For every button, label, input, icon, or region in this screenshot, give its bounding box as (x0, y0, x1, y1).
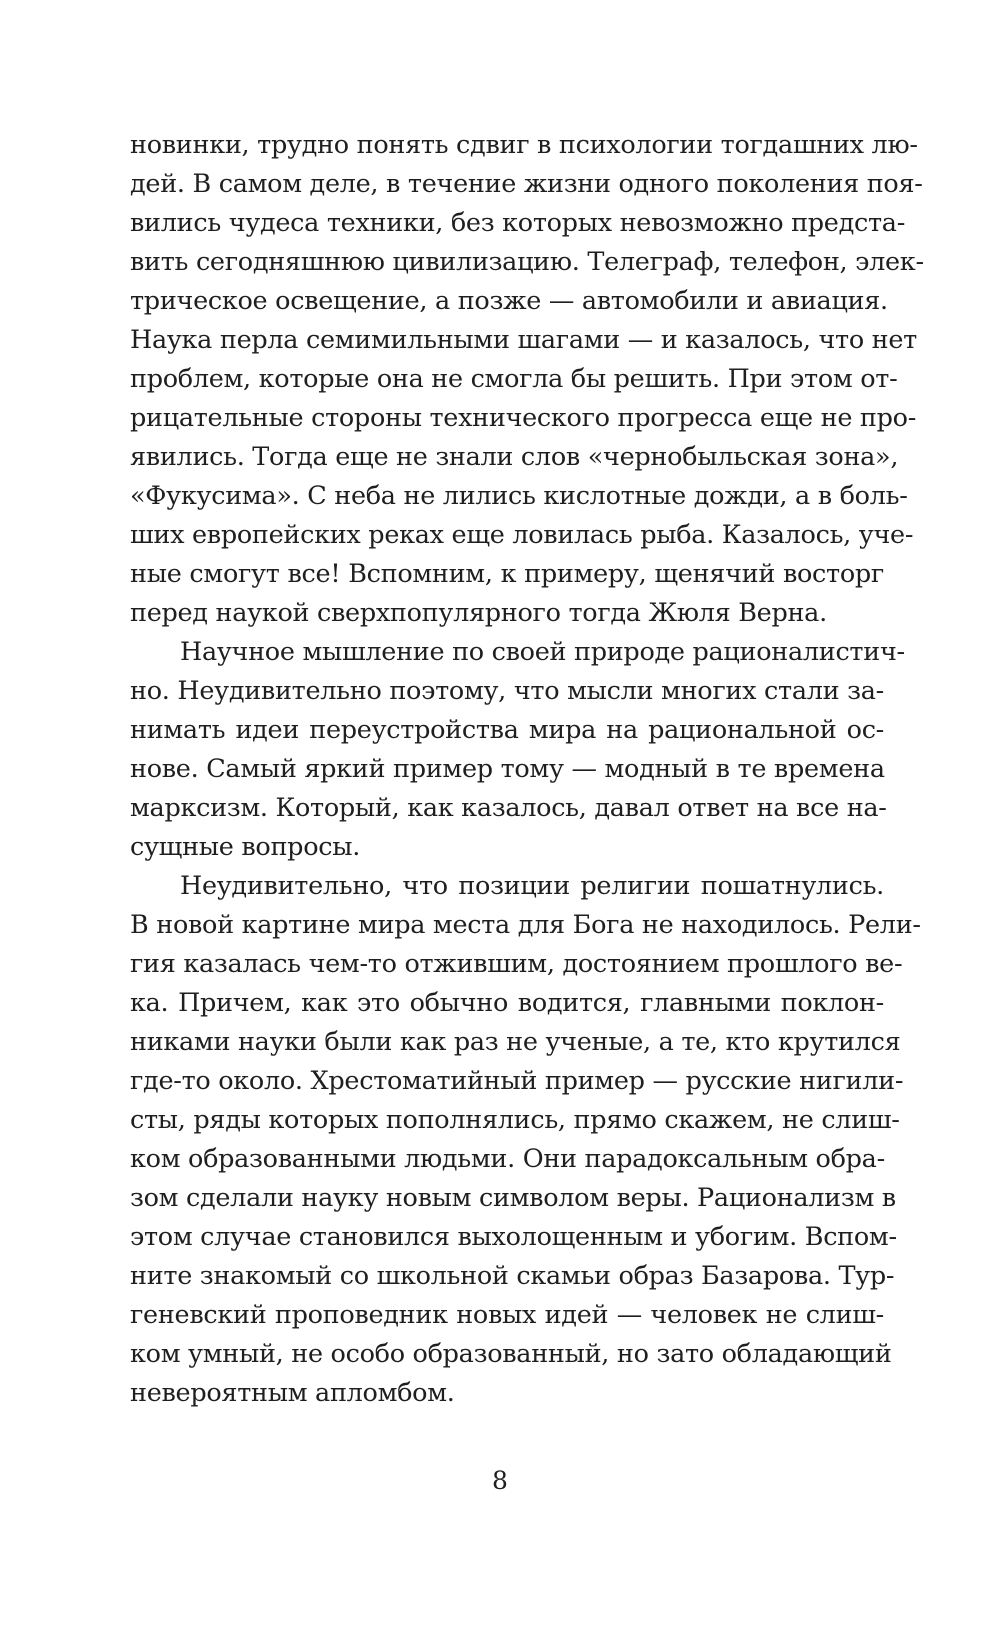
text-line: трическое освещение, а позже — автомобили и авиация. (130, 286, 888, 316)
text-line: ка. Причем, как это обычно водится, главными поклон- (130, 988, 884, 1018)
text-line: Наука перла семимильными шагами — и казалось, что нет (130, 325, 917, 355)
text-line: но. Неудивительно поэтому, что мысли многих стали за- (130, 676, 884, 706)
text-line: этом случае становился выхолощенным и убогим. Вспом- (130, 1222, 897, 1252)
page-body (130, 126, 924, 1413)
paragraph (130, 126, 924, 633)
text-line: Неудивительно, что позиции религии пошатнулись. (180, 871, 884, 901)
text-line: вить сегодняшнюю цивилизацию. Телеграф, телефон, элек- (130, 247, 924, 277)
text-line: гия казалась чем-то отжившим, достоянием прошлого ве- (130, 949, 903, 979)
text-line: невероятным апломбом. (130, 1378, 455, 1408)
text-line: нове. Самый яркий пример тому — модный в те времена (130, 754, 885, 784)
text-line: новинки, трудно понять сдвиг в психологии тогдашних лю- (130, 130, 918, 160)
text-line: Научное мышление по своей природе рационалистич- (180, 637, 905, 667)
text-line: ком образованными людьми. Они парадоксальным обра- (130, 1144, 885, 1174)
text-line: рицательные стороны технического прогресса еще не про- (130, 403, 917, 433)
text-line: где-то около. Хрестоматийный пример — русские нигили- (130, 1066, 904, 1096)
text-line: проблем, которые она не смогла бы решить. При этом от- (130, 364, 898, 394)
text-line: ные смогут все! Вспомним, к примеру, щенячий восторг (130, 559, 884, 589)
text-line: никами науки были как раз не ученые, а те, кто крутился (130, 1027, 901, 1057)
paragraph (130, 867, 921, 1413)
text-line: ком умный, не особо образованный, но зато обладающий (130, 1339, 892, 1369)
text-line: дей. В самом деле, в течение жизни одного поколения поя- (130, 169, 923, 199)
text-line: перед наукой сверхпопулярного тогда Жюля Верна. (130, 598, 827, 628)
text-line: «Фукусима». С неба не лились кислотные дожди, а в боль- (130, 481, 908, 511)
text-line: ших европейских реках еще ловилась рыба. Казалось, уче- (130, 520, 914, 550)
text-line: нимать идеи переустройства мира на рациональной ос- (130, 715, 884, 745)
page-number: 8 (492, 1466, 508, 1495)
text-line: вились чудеса техники, без которых невозможно предста- (130, 208, 906, 238)
paragraph (130, 633, 905, 867)
text-line: сты, ряды которых пополнялись, прямо скажем, не слиш- (130, 1105, 900, 1135)
text-line: геневский проповедник новых идей — человек не слиш- (130, 1300, 884, 1330)
text-line: В новой картине мира места для Бога не находилось. Рели- (130, 910, 921, 940)
text-line: явились. Тогда еще не знали слов «чернобыльская зона», (130, 442, 899, 472)
text-line: зом сделали науку новым символом веры. Рационализм в (130, 1183, 896, 1213)
text-line: марксизм. Который, как казалось, давал ответ на все на- (130, 793, 887, 823)
text-line: сущные вопросы. (130, 832, 361, 862)
text-line: ните знакомый со школьной скамьи образ Базарова. Тур- (130, 1261, 895, 1291)
